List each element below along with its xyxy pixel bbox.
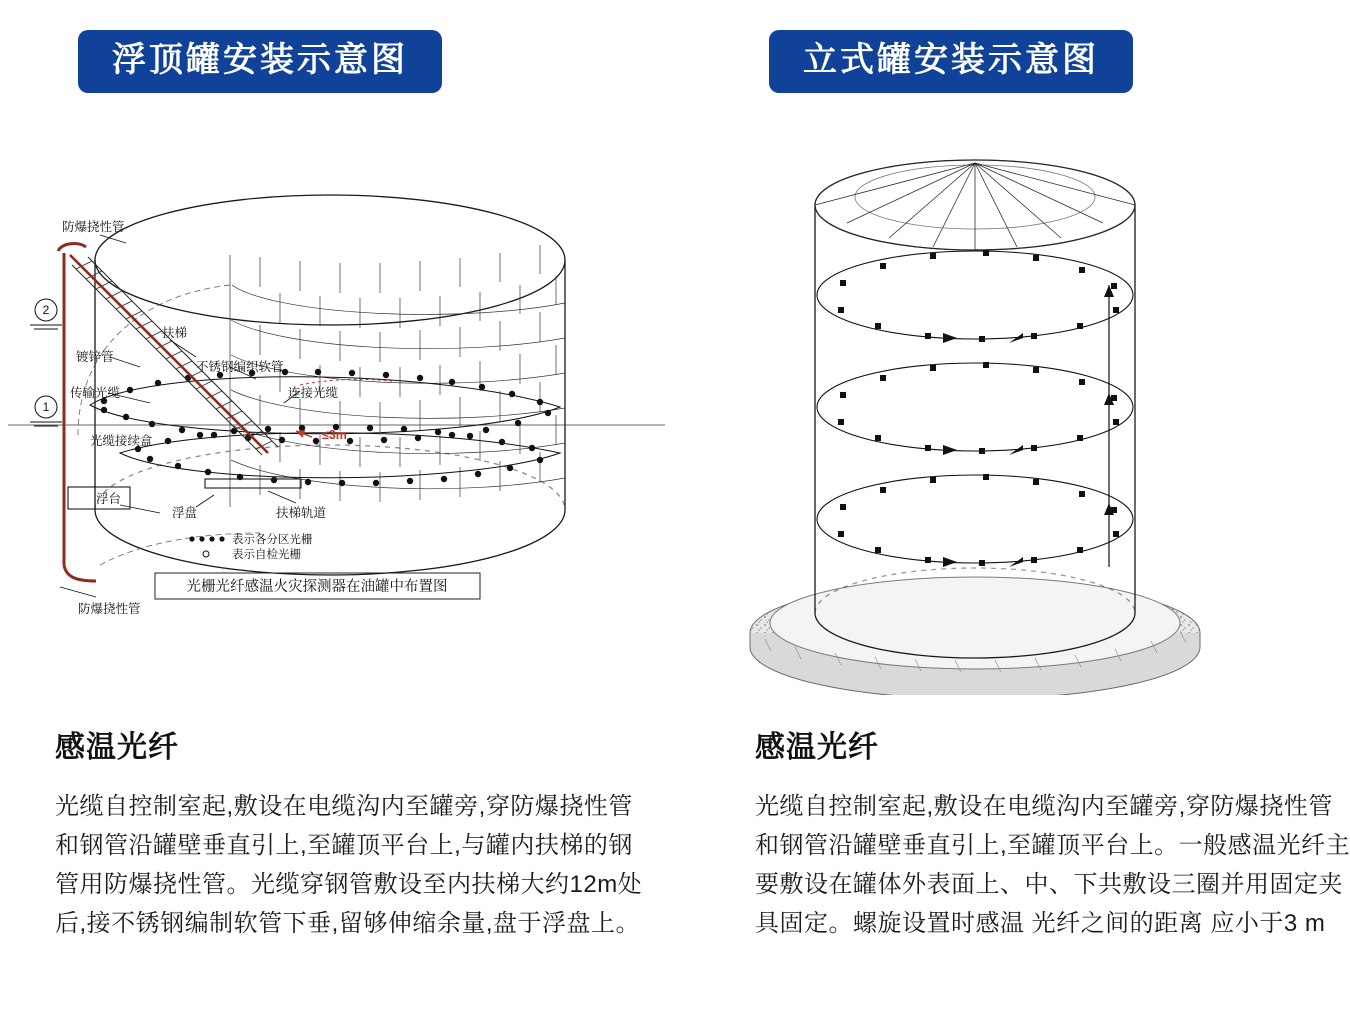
title-container-right	[675, 30, 1350, 93]
legend-self-check-grating-text: 表示自检光栅	[232, 549, 301, 561]
section-body-right: 光缆自控制室起,敷设在电缆沟内至罐旁,穿防爆挠性管和钢管沿罐壁垂直引上,至罐顶平台上。一般感温光纤主要敷设在罐体外表面上、中、下共敷设三圈并用固定夹具固定。螺旋设置时感温 光纤之间的距离 应小于3 m	[755, 793, 1350, 937]
label-cable-junction-box: 光缆接续盒	[90, 434, 153, 448]
section-heading-right: 感温光纤	[755, 731, 879, 764]
diagram-vertical-tank	[675, 135, 1350, 695]
label-floating-pan: 浮盘	[172, 506, 198, 520]
label-distance-mark: ≤3m	[322, 428, 347, 442]
label-ladder: 扶梯	[162, 326, 188, 340]
label-ladder-track: 扶梯轨道	[276, 506, 327, 520]
section-body-left: 光缆自控制室起,敷设在电缆沟内至罐旁,穿防爆挠性管和钢管沿罐壁垂直引上,至罐顶平台上,与罐内扶梯的钢管用防爆挠性管。光缆穿钢管敷设至内扶梯大约12m处后,接不锈钢编制软管下垂,留够伸缩余量,盘于浮盘上。	[55, 793, 643, 937]
panel-title-vertical-tank: 立式罐安装示意图	[769, 30, 1133, 93]
label-galvanized-pipe: 镀锌管	[76, 350, 114, 364]
panel-title-floating-roof: 浮顶罐安装示意图	[78, 30, 442, 93]
title-container-left	[0, 30, 753, 93]
label-connection-cable: 连接光缆	[288, 386, 339, 400]
level-mark-2-text: 2	[42, 303, 50, 317]
label-stainless-braided-hose: 不锈钢编织软管	[196, 360, 284, 374]
section-floating-roof-text	[55, 722, 655, 944]
legend-zone-grating-text: 表示各分区光栅	[232, 534, 313, 546]
panel-vertical-tank	[675, 0, 1350, 1024]
level-mark-1-text: 1	[42, 400, 50, 414]
label-transmission-cable: 传输光缆	[70, 386, 121, 400]
label-flexible-conduit-bottom: 防爆挠性管	[78, 602, 141, 616]
diagram-caption-floating-roof: 光栅光纤感温火灾探测器在油罐中布置图	[186, 579, 448, 595]
label-flexible-conduit-top: 防爆挠性管	[62, 220, 125, 234]
section-vertical-tank-text	[755, 722, 1350, 944]
label-floating-platform: 浮台	[96, 492, 122, 506]
section-heading-left: 感温光纤	[55, 731, 179, 764]
diagram-floating-roof-tank	[0, 135, 675, 695]
